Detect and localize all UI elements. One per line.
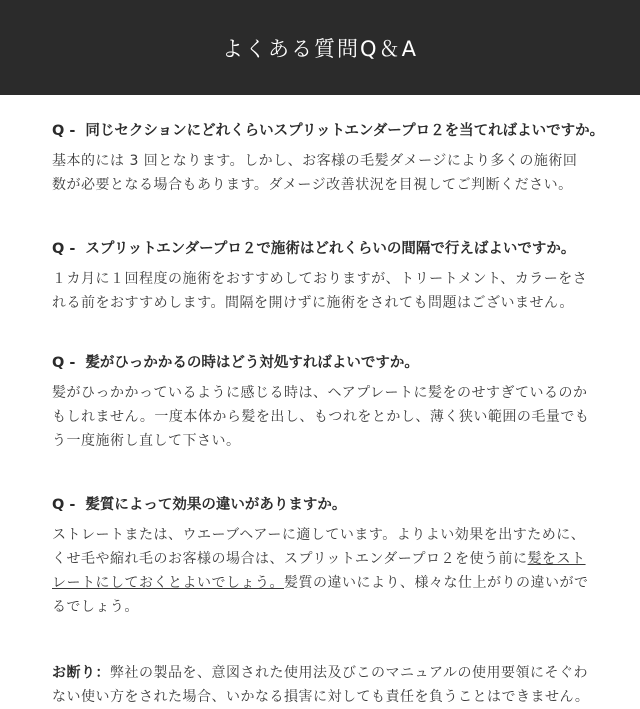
faq-question [52,239,590,259]
answer-underlined-text: 髪をストレートにしておくとよいでしょう。 [52,551,586,591]
faq-question [52,495,590,515]
faq-answer: 基本的には 3 回となります。しかし、お客様の毛髪ダメージにより多くの施術回数が必要となる場合もあります。ダメージ改善状況を目視してご判断ください。 [52,153,578,193]
question-text: 同じセクションにどれくらいスプリットエンダープロ２を当てればよいですか。 [85,123,605,139]
faq-item [52,239,590,315]
disclaimer-text: 弊社の製品を、意図された使用法及びこのマニュアルの使用要領にそぐわない使い方をされた場合、いかなる損害に対しても責任を負うことはできません。 [52,665,590,705]
question-text: 髪質によって効果の違いがありますか。 [85,497,347,513]
question-text: スプリットエンダープロ２で施術はどれくらいの間隔で行えばよいですか。 [85,241,576,257]
question-mark: Q - [52,497,76,513]
faq-item [52,495,590,619]
disclaimer-label: お断り： [52,665,110,681]
page-header [0,0,640,95]
answer-text: ストレートまたは、ウエーブヘアーに適しています。よりよい効果を出すために、くせ毛や縮れ毛のお客様の場合は、スプリットエンダープロ２を使う前に [52,527,586,567]
faq-item [52,353,590,453]
faq-content [0,95,640,709]
faq-question [52,121,605,141]
answer-text: 髪質の違いにより、様々な仕上がりの違いがでるでしょう。 [52,575,589,615]
question-mark: Q - [52,241,76,257]
question-mark: Q - [52,355,76,371]
page-title: よくある質問Q＆A [222,36,418,61]
faq-item [52,121,605,197]
faq-question [52,353,590,373]
faq-answer: 髪がひっかかっているように感じる時は、ヘアプレートに髪をのせすぎているのかもしれません。一度本体から髪を出し、もつれをとかし、薄く狭い範囲の毛量でもう一度施術し直して下さい。 [52,385,590,449]
faq-answer [52,523,590,619]
question-mark: Q - [52,123,76,139]
question-text: 髪がひっかかるの時はどう対処すればよいですか。 [85,355,419,371]
faq-answer: １カ月に１回程度の施術をおすすめしておりますが、トリートメント、カラーをされる前をおすすめします。間隔を開けずに施術をされても問題はございません。 [52,271,588,311]
disclaimer [52,661,590,709]
